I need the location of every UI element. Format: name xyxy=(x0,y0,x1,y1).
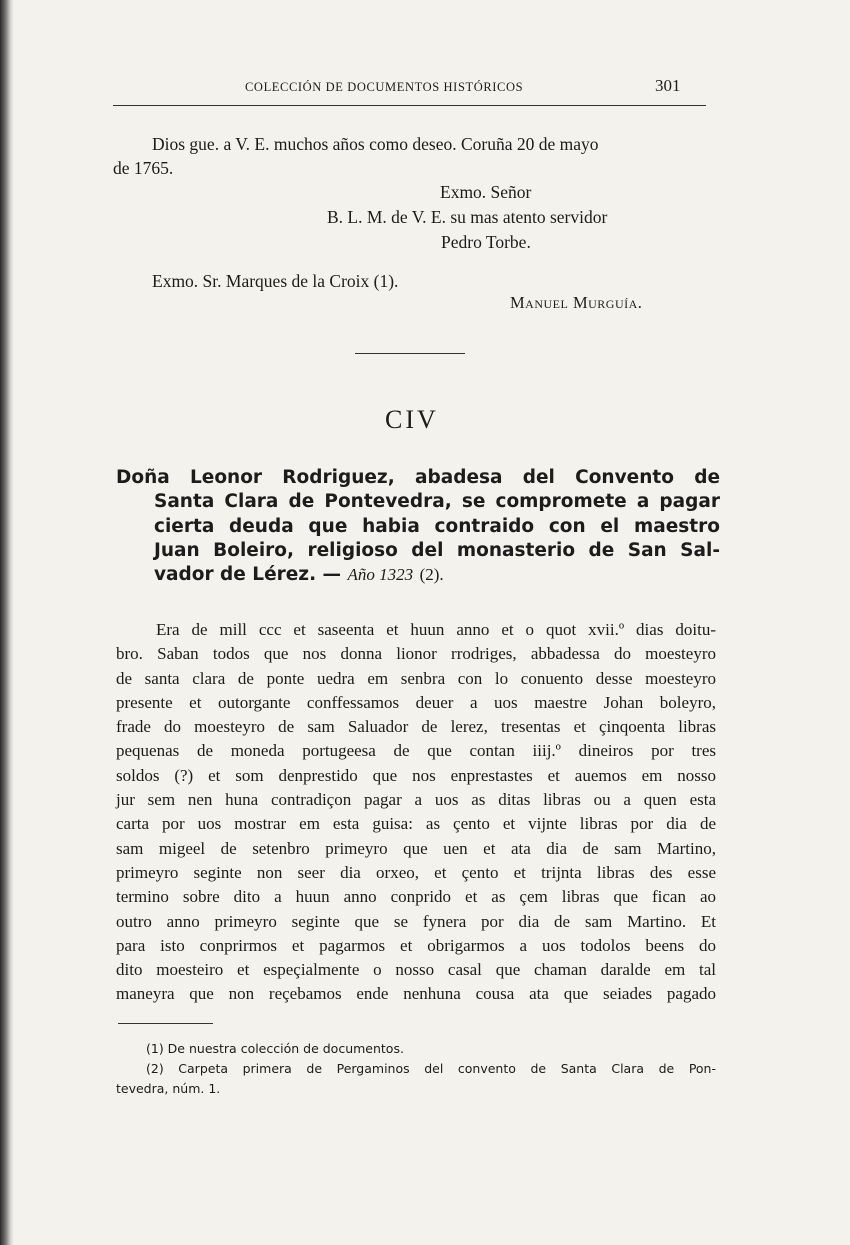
editor-signature: Manuel Murguía. xyxy=(510,293,643,312)
body-line: pequenas de moneda portugeesa de que contan iiij.º dineiros por tres xyxy=(116,741,716,761)
page-edge-shadow xyxy=(0,0,14,1245)
document-year: Año 1323 xyxy=(347,565,414,585)
document-number: CIV xyxy=(385,405,439,434)
body-line: dito moesteiro et espeçialmente o nosso casal que chaman daralde em tal xyxy=(116,960,716,980)
title-line-text: vador de Lérez. — xyxy=(154,564,342,586)
title-line: Santa Clara de Pontevedra, se compromete a pagar xyxy=(154,491,720,513)
letter-close-line-1: Dios gue. a V. E. muchos años como deseo. Coruña 20 de mayo xyxy=(152,134,599,154)
body-line: presente et outorgante conffessamos deuer a uos maestre Johan boleyro, xyxy=(116,692,716,712)
body-line: soldos (?) et som denprestido que nos enprestastes et auemos em nosso xyxy=(116,765,716,785)
body-line: termino sobre dito a huun anno conprido et as çem libras que fican ao xyxy=(116,887,716,907)
document-title xyxy=(116,466,720,587)
letter-addressee: Exmo. Sr. Marques de la Croix (1). xyxy=(152,271,399,291)
title-line xyxy=(116,563,720,587)
body-line: outro anno primeyro seginte que se fynera por dia de sam Martino. Et xyxy=(116,911,716,931)
letter-sender: Pedro Torbe. xyxy=(441,232,531,252)
body-line: bro. Saban todos que nos donna lionor rrodriges, abbadessa do moesteyro xyxy=(116,644,716,664)
letter-courtesy: B. L. M. de V. E. su mas atento servidor xyxy=(327,207,608,227)
body-line: primeyro seginte non seer dia orxeo, et çento et trijnta libras des esse xyxy=(116,862,716,882)
body-line: carta por uos mostrar em esta guisa: as çento et vijnte libras por dia de xyxy=(116,814,716,834)
running-title: COLECCIÓN DE DOCUMENTOS HISTÓRICOS xyxy=(245,80,524,94)
letter-salutation: Exmo. Señor xyxy=(440,182,532,202)
document-body xyxy=(116,618,716,1007)
section-divider xyxy=(355,353,465,354)
footnotes xyxy=(116,1039,716,1099)
body-line: Era de mill ccc et saseenta et huun anno et o quot xvii.º dias doitu- xyxy=(156,620,716,639)
body-line: maneyra que non reçebamos ende nenhuna cousa ata que seiades pagado xyxy=(116,984,716,1004)
title-line: Juan Boleiro, religioso del monasterio de San Sal- xyxy=(154,539,720,561)
title-line: Doña Leonor Rodriguez, abadesa del Convento de xyxy=(116,467,720,488)
letter-close-line-2: de 1765. xyxy=(113,158,174,178)
body-line: para isto conprirmos et pagarmos et obrigarmos a uos todolos beens do xyxy=(116,935,716,955)
footnote-1: (1) De nuestra colección de documentos. xyxy=(146,1041,404,1056)
footnote-reference: (2). xyxy=(419,565,444,585)
body-line: sam migeel de setenbro primeyro que uen et ata dia de sam Martino, xyxy=(116,838,716,858)
page-number: 301 xyxy=(655,76,681,95)
body-line: jur sem nen huna contradiçon pagar a uos as ditas libras ou a quen esta xyxy=(116,790,716,810)
header-rule xyxy=(113,105,706,106)
footnote-rule xyxy=(118,1023,213,1024)
body-line: frade do moesteyro de sam Saluador de lerez, tresentas et çinqoenta libras xyxy=(116,717,716,737)
title-line: cierta deuda que habia contraido con el maestro xyxy=(154,515,720,537)
body-line: de santa clara de ponte uedra em senbra con lo conuento desse moesteyro xyxy=(116,668,716,688)
footnote-2-continued: tevedra, núm. 1. xyxy=(116,1081,221,1096)
footnote-2: (2) Carpeta primera de Pergaminos del convento de Santa Clara de Pon- xyxy=(146,1061,716,1076)
